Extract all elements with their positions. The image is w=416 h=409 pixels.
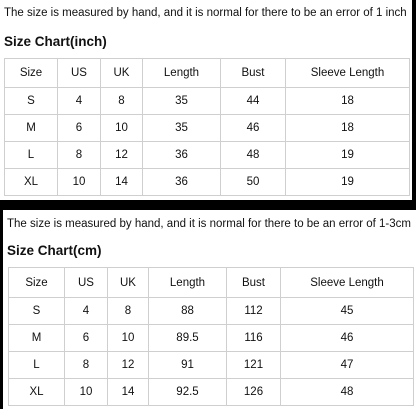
header-sleeve-length: Sleeve Length (281, 268, 414, 298)
header-size: Size (9, 268, 65, 298)
table-row (9, 325, 414, 352)
header-length: Length (149, 268, 227, 298)
header-bust: Bust (221, 59, 286, 88)
cell-uk: 14 (101, 169, 143, 196)
table-row (5, 169, 410, 196)
cell-length: 36 (143, 142, 221, 169)
cell-bust: 112 (227, 298, 281, 325)
header-sleeve-length: Sleeve Length (286, 59, 410, 88)
cell-us: 8 (58, 142, 101, 169)
cell-size: M (9, 325, 65, 352)
cell-sleeve-length: 45 (281, 298, 414, 325)
cell-us: 10 (65, 379, 108, 406)
header-bust: Bust (227, 268, 281, 298)
cell-size: XL (9, 379, 65, 406)
header-uk: UK (108, 268, 149, 298)
cell-sleeve-length: 19 (286, 142, 410, 169)
size-table-cm (8, 267, 414, 406)
cell-us: 4 (65, 298, 108, 325)
size-chart-inch-panel (0, 0, 412, 200)
cell-length: 88 (149, 298, 227, 325)
chart-title: Size Chart(inch) (4, 34, 107, 49)
cell-bust: 46 (221, 115, 286, 142)
cell-us: 10 (58, 169, 101, 196)
cell-uk: 8 (108, 298, 149, 325)
cell-length: 92.5 (149, 379, 227, 406)
cell-size: S (9, 298, 65, 325)
header-size: Size (5, 59, 58, 88)
cell-uk: 12 (101, 142, 143, 169)
cell-sleeve-length: 48 (281, 379, 414, 406)
cell-size: XL (5, 169, 58, 196)
cell-uk: 14 (108, 379, 149, 406)
cell-uk: 8 (101, 88, 143, 115)
header-length: Length (143, 59, 221, 88)
cell-length: 36 (143, 169, 221, 196)
cell-bust: 126 (227, 379, 281, 406)
header-us: US (65, 268, 108, 298)
cell-size: L (9, 352, 65, 379)
cell-length: 91 (149, 352, 227, 379)
cell-sleeve-length: 19 (286, 169, 410, 196)
cell-uk: 12 (108, 352, 149, 379)
cell-uk: 10 (101, 115, 143, 142)
table-row (9, 379, 414, 406)
cell-length: 89.5 (149, 325, 227, 352)
cell-us: 4 (58, 88, 101, 115)
cell-us: 8 (65, 352, 108, 379)
cell-us: 6 (65, 325, 108, 352)
cell-sleeve-length: 18 (286, 115, 410, 142)
table-header-row (5, 59, 410, 88)
measurement-note: The size is measured by hand, and it is normal for there to be an error of 1-3cm (7, 218, 411, 230)
chart-title: Size Chart(cm) (7, 243, 102, 258)
cell-uk: 10 (108, 325, 149, 352)
cell-bust: 50 (221, 169, 286, 196)
header-us: US (58, 59, 101, 88)
table-row (5, 88, 410, 115)
cell-length: 35 (143, 88, 221, 115)
cell-sleeve-length: 18 (286, 88, 410, 115)
cell-bust: 44 (221, 88, 286, 115)
size-table-inch (4, 58, 410, 196)
measurement-note: The size is measured by hand, and it is normal for there to be an error of 1 inch (4, 7, 407, 19)
cell-size: S (5, 88, 58, 115)
cell-sleeve-length: 46 (281, 325, 414, 352)
table-row (5, 142, 410, 169)
cell-us: 6 (58, 115, 101, 142)
cell-sleeve-length: 47 (281, 352, 414, 379)
size-chart-cm-panel (3, 210, 416, 409)
table-row (5, 115, 410, 142)
cell-bust: 121 (227, 352, 281, 379)
table-header-row (9, 268, 414, 298)
cell-size: L (5, 142, 58, 169)
table-row (9, 352, 414, 379)
cell-length: 35 (143, 115, 221, 142)
cell-bust: 116 (227, 325, 281, 352)
cell-bust: 48 (221, 142, 286, 169)
table-row (9, 298, 414, 325)
cell-size: M (5, 115, 58, 142)
header-uk: UK (101, 59, 143, 88)
